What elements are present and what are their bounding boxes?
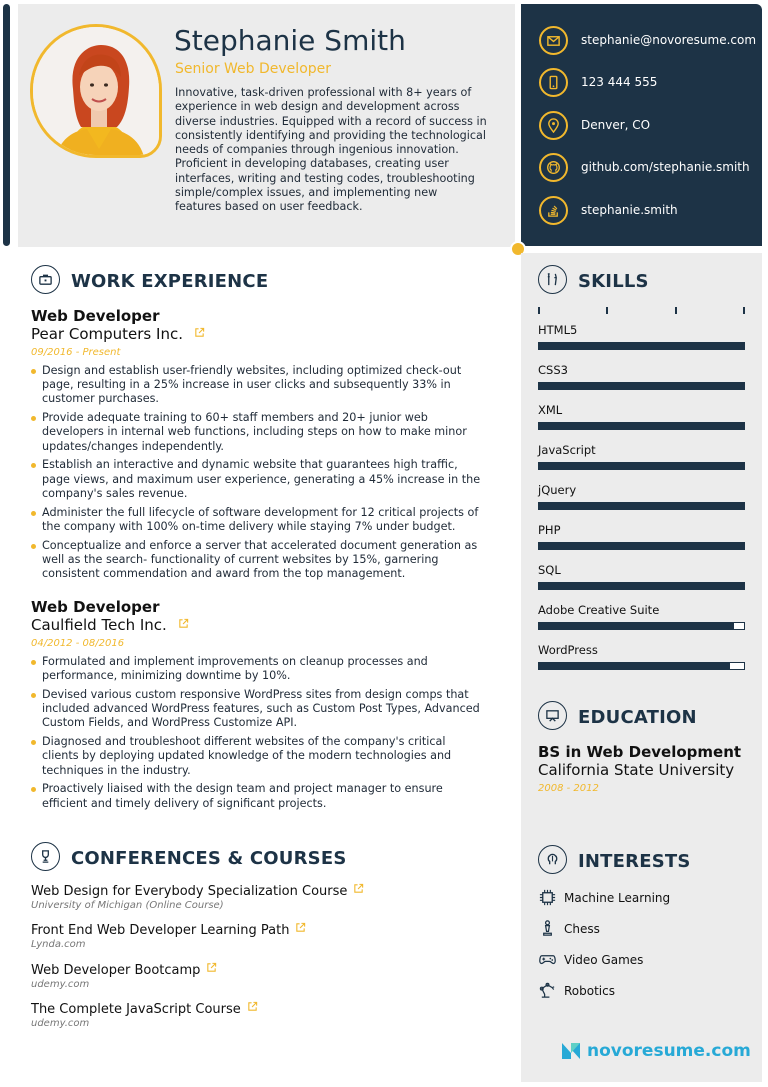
course-1-org: University of Michigan (Online Course) <box>31 900 224 911</box>
phone-icon <box>539 68 568 97</box>
stackoverflow-icon <box>539 196 568 225</box>
skill-row <box>538 323 746 350</box>
external-link-icon <box>353 883 364 894</box>
course-1[interactable] <box>31 883 364 911</box>
external-link-icon <box>247 1001 258 1012</box>
skill-name: jQuery <box>538 483 577 497</box>
candidate-role: Senior Web Developer <box>175 61 332 77</box>
skill-name: JavaScript <box>538 443 596 457</box>
skill-name: Adobe Creative Suite <box>538 603 660 617</box>
skill-row <box>538 563 746 590</box>
external-link-icon <box>194 327 205 338</box>
novoresume-logo-icon <box>560 1041 582 1061</box>
contact-phone-text: 123 444 555 <box>581 75 658 89</box>
skill-bar-fill <box>539 423 744 429</box>
tools-icon <box>538 265 567 294</box>
skills-heading: SKILLS <box>578 271 649 292</box>
left-accent-bar <box>3 4 10 246</box>
profile-summary: Innovative, task-driven professional with 8+ years of experience in web design and development across diverse industries. Equipped with a record of success in consistently identifying and providing the technological needs of companies through ingenious innovation. Proficient in developing databases, creating user interfaces, writing and testing codes, troubleshooting simple/complex issues, and implementing new features based on user feedback. <box>175 86 487 214</box>
profile-photo <box>30 24 162 158</box>
chip-icon <box>538 888 557 907</box>
job-1-title: Web Developer <box>31 307 160 325</box>
job-2-dates: 04/2012 - 08/2016 <box>31 638 125 649</box>
skill-bar-fill <box>539 343 744 349</box>
education-heading: EDUCATION <box>578 707 697 728</box>
interest-video-games <box>538 950 643 969</box>
interests-heading: INTERESTS <box>578 851 691 872</box>
skill-bar <box>538 502 745 510</box>
course-3[interactable] <box>31 962 217 990</box>
envelope-icon <box>539 26 568 55</box>
degree: BS in Web Development <box>538 743 742 761</box>
skill-name: CSS3 <box>538 363 568 377</box>
skill-row <box>538 363 746 390</box>
list-item: Devised various custom responsive WordPress sites from design comps that included advanced WordPress features, such as Custom Post Types, Advanced Custom Fields, and WordPress Customize API. <box>31 688 481 731</box>
skill-bar <box>538 342 745 350</box>
skill-bar <box>538 622 745 630</box>
list-item: Administer the full lifecycle of software development for 12 critical projects of the company with 100% on-time delivery while staying 7% under budget. <box>31 506 481 534</box>
skill-bar <box>538 542 745 550</box>
skill-scale-ticks <box>538 307 746 315</box>
job-2-bullets <box>31 655 481 815</box>
skill-bar-fill <box>539 383 744 389</box>
skill-row <box>538 603 746 630</box>
external-link-icon <box>206 962 217 973</box>
contact-stackoverflow-text: stephanie.smith <box>581 203 678 217</box>
skill-bar-fill <box>539 583 744 589</box>
contact-location-text: Denver, CO <box>581 118 651 132</box>
skill-bar <box>538 662 745 670</box>
conferences-heading: CONFERENCES & COURSES <box>71 848 347 869</box>
contact-location <box>539 110 650 140</box>
skill-bar <box>538 382 745 390</box>
interest-label: Video Games <box>564 952 644 967</box>
contact-email-text: stephanie@novoresume.com <box>581 33 757 47</box>
course-3-org: udemy.com <box>31 979 90 990</box>
contact-email[interactable] <box>539 25 756 55</box>
skill-bar <box>538 462 745 470</box>
list-item: Provide adequate training to 60+ staff members and 20+ junior web developers in internal web functions, including steps on how to make minor updates/changes independently. <box>31 411 481 454</box>
skill-bar <box>538 582 745 590</box>
skill-row <box>538 643 746 670</box>
skill-row <box>538 403 746 430</box>
school: California State University <box>538 761 735 779</box>
work-experience-heading: WORK EXPERIENCE <box>71 271 269 292</box>
job-1-company[interactable] <box>31 325 205 343</box>
skill-bar <box>538 422 745 430</box>
briefcase-icon <box>31 265 60 294</box>
brain-icon <box>538 845 567 874</box>
interest-label: Chess <box>564 921 600 936</box>
course-2-org: Lynda.com <box>31 939 86 950</box>
course-4-title: The Complete JavaScript Course <box>31 1002 241 1017</box>
course-1-title: Web Design for Everybody Specialization Course <box>31 884 348 899</box>
course-4-org: udemy.com <box>31 1018 90 1029</box>
job-1-company-name: Pear Computers Inc. <box>31 325 183 343</box>
location-pin-icon <box>539 111 568 140</box>
robot-arm-icon <box>538 981 557 1000</box>
contact-phone[interactable] <box>539 67 657 97</box>
list-item: Proactively liaised with the design team and project manager to ensure efficient and timely delivery of significant projects. <box>31 782 481 810</box>
skill-bar-fill <box>539 503 744 509</box>
interest-robotics <box>538 981 615 1000</box>
interest-chess <box>538 919 600 938</box>
github-icon <box>539 153 568 182</box>
list-item: Establish an interactive and dynamic website that guarantees high traffic, page views, and maximum user experience, generating a 45% increase in the company's sales revenue. <box>31 458 481 501</box>
skill-name: WordPress <box>538 643 598 657</box>
skill-name: XML <box>538 403 563 417</box>
job-2-company[interactable] <box>31 616 189 634</box>
skill-bar-fill <box>539 663 730 669</box>
brand-text: novoresume.com <box>587 1041 751 1061</box>
skill-row <box>538 483 746 510</box>
skill-name: HTML5 <box>538 323 578 337</box>
contact-panel <box>521 4 762 246</box>
education-dates: 2008 - 2012 <box>538 783 599 794</box>
contact-github-text: github.com/stephanie.smith <box>581 160 750 174</box>
interest-machine-learning <box>538 888 670 907</box>
job-2-company-name: Caulfield Tech Inc. <box>31 616 167 634</box>
interest-label: Robotics <box>564 983 615 998</box>
skill-name: SQL <box>538 563 561 577</box>
course-4[interactable] <box>31 1001 258 1029</box>
interest-label: Machine Learning <box>564 890 671 905</box>
skill-bar-fill <box>539 543 744 549</box>
external-link-icon <box>295 922 306 933</box>
contact-github[interactable] <box>539 152 750 182</box>
presentation-board-icon <box>538 701 567 730</box>
candidate-name: Stephanie Smith <box>174 24 406 57</box>
list-item: Formulated and implement improvements on cleanup processes and performance, minimizing downtime by 10%. <box>31 655 481 683</box>
chess-piece-icon <box>538 919 557 938</box>
list-item: Diagnosed and troubleshoot different websites of the company's critical clients by deploying updated knowledge of the modern technologies and techniques in the industry. <box>31 735 481 778</box>
gamepad-icon <box>538 950 557 969</box>
novoresume-logo[interactable] <box>560 1041 751 1061</box>
job-1-dates: 09/2016 - Present <box>31 347 121 358</box>
job-2-title: Web Developer <box>31 598 160 616</box>
resume-header <box>18 4 515 247</box>
skill-row <box>538 523 746 550</box>
external-link-icon <box>178 618 189 629</box>
list-item: Design and establish user-friendly websites, including optimized check-out page, resulting in a 25% increase in user clicks and subsequently 33% in customer purchases. <box>31 364 481 407</box>
course-3-title: Web Developer Bootcamp <box>31 963 201 978</box>
contact-stackoverflow[interactable] <box>539 195 678 225</box>
skill-bar-fill <box>539 623 734 629</box>
job-1-bullets <box>31 364 481 586</box>
course-2[interactable] <box>31 922 306 950</box>
skill-name: PHP <box>538 523 561 537</box>
skill-row <box>538 443 746 470</box>
skill-bar-fill <box>539 463 744 469</box>
course-2-title: Front End Web Developer Learning Path <box>31 923 290 938</box>
list-item: Conceptualize and enforce a server that accelerated document generation as well as the search- functionality of current websites by 15%, garnering consistent commendation and award from the top management. <box>31 539 481 582</box>
trophy-icon <box>31 842 60 871</box>
